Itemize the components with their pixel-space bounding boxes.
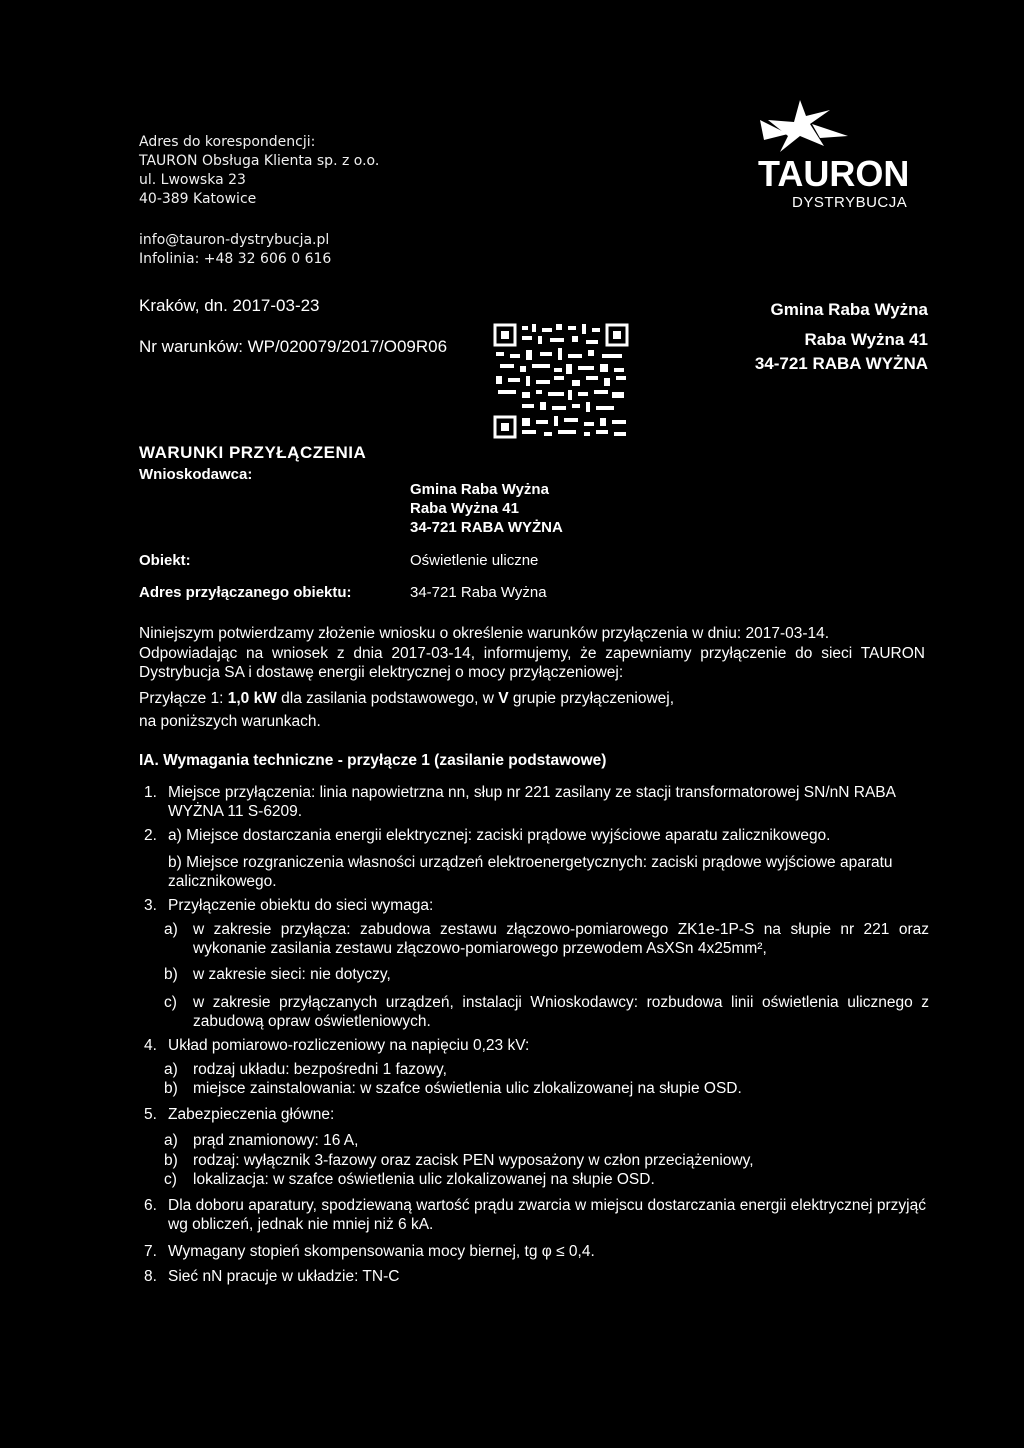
correspondence-line: ul. Lwowska 23 [139, 172, 246, 188]
connection-group: V [498, 690, 509, 707]
qr-code [492, 322, 630, 440]
correspondence-line: TAURON Obsługa Klienta sp. z o.o. [139, 153, 380, 169]
section-id: IA. [139, 752, 159, 769]
intro-paragraph-3: Przyłącze 1: 1,0 kW dla zasilania podstawowego, w V grupie przyłączeniowej, [139, 690, 675, 707]
place-date: Kraków, dn. 2017-03-23 [139, 296, 320, 315]
intro-paragraph-4: na poniższych warunkach. [139, 713, 321, 730]
contact-phone: Infolinia: +48 32 606 0 616 [139, 251, 332, 267]
object-address-label: Adres przyłączanego obiektu: [139, 584, 352, 601]
intro-paragraph-1: Niniejszym potwierdzamy złożenie wniosku o określenie warunków przyłączenia w dniu: 2017-03-14. [139, 625, 830, 642]
section-heading [139, 752, 606, 770]
applicant-address [410, 480, 563, 537]
intro-paragraph-2: Odpowiadając na wniosek z dnia 2017-03-14, informujemy, że zapewniamy przyłączenie do sieci TAURON Dystrybucja SA i dostawę energii elektrycznej o mocy przyłączeniowej: [139, 645, 925, 681]
correspondence-line: 40-389 Katowice [139, 191, 257, 207]
recipient-name: Gmina Raba Wyżna [770, 300, 928, 319]
recipient-street: Raba Wyżna 41 [804, 330, 928, 349]
correspondence-address [139, 133, 379, 269]
tauron-logo [700, 90, 930, 210]
object-address-value: 34-721 Raba Wyżna [410, 584, 547, 601]
contact-email: info@tauron-dystrybucja.pl [139, 232, 330, 248]
reference-number: Nr warunków: WP/020079/2017/O09R06 [139, 337, 448, 356]
connection-power: 1,0 kW [227, 690, 277, 707]
applicant-street: Raba Wyżna 41 [410, 500, 519, 517]
applicant-city: 34-721 RABA WYŻNA [410, 519, 563, 536]
section-title: Wymagania techniczne - przyłącze 1 (zasilanie podstawowe) [163, 752, 607, 769]
correspondence-heading: Adres do korespondencji: [139, 134, 316, 150]
recipient-city: 34-721 RABA WYŻNA [754, 354, 928, 373]
object-label: Obiekt: [139, 552, 191, 569]
recipient-address [755, 298, 928, 376]
logo-wordmark: TAURON [758, 153, 910, 194]
document-page: Adres do korespondencji: TAURON Obsługa Klienta sp. z o.o. ul. Lwowska 23 40-389 Katowice info@tauron-dystrybucja.pl Infolinia: +48 32 606 0 616 TAURON DYSTRYBUCJA Kraków, dn. 2017-03-23 Nr warunków: WP/020079/2017/O09R06 Gmina Raba Wyżna Raba Wyżna 41 34-721 RABA WYŻNA WARUNKI PRZYŁĄCZENIA Wnioskodawca: Gmina Raba Wyżna Raba Wyżna 41 34-721 RABA WYŻNA Obiekt: Oświetlenie uliczne Adres przyłączanego obiektu: 34-721 Raba Wyżna Niniejszym potwierdzamy złożenie wniosku o określenie warunków przyłączenia w dniu: 2017-03-14. Odpowiadając na wniosek z dnia 2017-03-14, informujemy, że zapewniamy przyłączenie do sieci TAURON Dystrybucja SA i dostawę energii elektrycznej o mocy przyłączeniowej: Przyłącze 1: 1,0 kW dla zasilania podstawowego, w V grupie przyłączeniowej, na poniższych warunkach. IA. Wymagania techniczne - przyłącze 1 (zasilanie podstawowe) 1. Miejsce przyłączenia: linia napowietrzna nn, słup nr 221 zasilany ze stacji transformatorowej SN/nN RABA WYŻNA 11 S-6209. 2. a) Miejsce dostarczania energii elektrycznej: zaciski prądowe wyjściowe aparatu zalicznikowego. b) Miejsce rozgraniczenia własności urządzeń elektroenergetycznych: zaciski prądowe wyjściowe aparatu zalicznikowego. 3. Przyłączenie obiektu do sieci wymaga: a) w zakresie przyłącza: zabudowa zestawu złączowo-pomiarowego ZK1e-1P-S na słupie nr 221 oraz wykonanie zasilania zestawu złączowo-pomiarowego przewodem AsXSn 4x25mm², b) w zakresie sieci: nie dotyczy, c) w zakresie przyłączanych urządzeń, instalacji Wnioskodawcy: rozbudowa linii oświetlenia ulicznego z zabudową opraw oświetleniowych. 4. Układ pomiarowo-rozliczeniowy na napięciu 0,23 kV: a) rodzaj układu: bezpośredni 1 fazowy, b) miejsce zainstalowania: w szafce oświetlenia ulic zlokalizowanej na słupie OSD. 5. Zabezpieczenia główne: a) prąd znamionowy: 16 A, b) rodzaj: wyłącznik 3-fazowy oraz zacisk PEN wyposażony w człon przeciążeniowy, c) lokalizacja: w szafce oświetlenia ulic zlokalizowanej na słupie OSD. 6. Dla doboru aparatury, spodziewaną wartość prądu zwarcia w miejscu dostarczania energii elektrycznej przyjąć wg obliczeń, jednak nie mniej niż 6 kA. 7. Wymagany stopień skompensowania mocy biernej, tg φ ≤ 0,4. 8. Sieć nN pracuje w układzie: TN-C [0, 0, 1024, 1448]
logo-subtitle: DYSTRYBUCJA [792, 194, 908, 211]
applicant-name: Gmina Raba Wyżna [410, 481, 549, 498]
document-title: WARUNKI PRZYŁĄCZENIA [139, 443, 367, 462]
object-value: Oświetlenie uliczne [410, 552, 539, 569]
applicant-label: Wnioskodawca: [139, 466, 253, 483]
